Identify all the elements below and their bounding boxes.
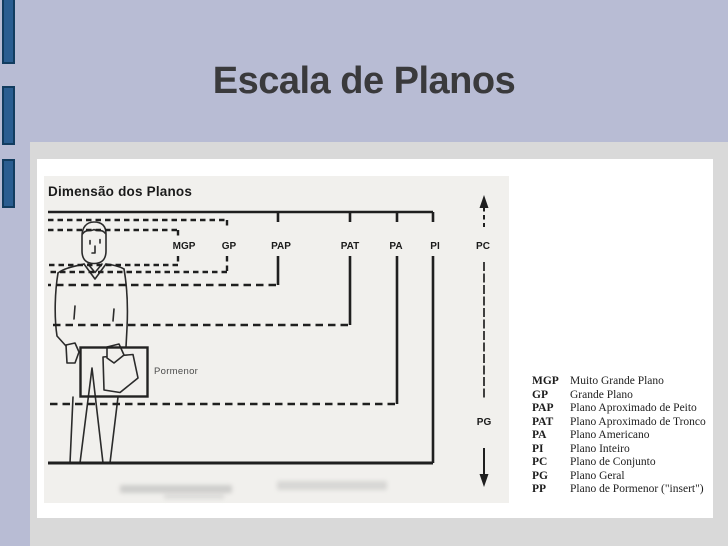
legend-name: Plano Inteiro [570, 442, 630, 455]
shot-scale-diagram-drawing [44, 176, 509, 503]
accent-bar-1 [2, 0, 15, 64]
legend-name: Muito Grande Plano [570, 375, 664, 387]
pat-lines [48, 256, 350, 325]
scan-ghost-text [164, 494, 224, 499]
diagram-title: Dimensão dos Planos [48, 184, 193, 199]
legend-row-pp [532, 483, 714, 497]
legend-abbr: PA [532, 429, 547, 441]
legend-name: Grande Plano [570, 388, 633, 401]
legend-row-pap [532, 402, 714, 416]
legend-row-pi [532, 443, 714, 457]
legend-name: Plano de Pormenor ("insert") [570, 483, 704, 495]
person-hair [83, 230, 106, 235]
legend-abbr: PP [532, 483, 547, 495]
pa-lines [48, 256, 397, 404]
person-head [82, 222, 106, 264]
legend-name: Plano Americano [570, 429, 650, 441]
slide-title: Escala de Planos [212, 60, 516, 102]
person-sleeve-marks [74, 306, 114, 321]
shot-scale-legend [532, 375, 714, 497]
pap-lines [48, 256, 278, 285]
shot-scale-scanned-figure [44, 176, 509, 503]
pormenor-label: Pormenor [154, 366, 199, 377]
legend-abbr: PG [532, 469, 548, 482]
legend-name: Plano Geral [570, 469, 625, 482]
legend-abbr: GP [532, 388, 548, 401]
scale-label-pat: PAT [340, 241, 360, 252]
scale-label-mgp: MGP [172, 241, 196, 252]
scan-ghost-text [277, 481, 387, 490]
legend-row-pat [532, 416, 714, 430]
scale-label-gp: GP [221, 241, 237, 252]
legend-row-pg [532, 470, 714, 484]
legend-abbr: PI [532, 442, 544, 455]
scale-label-pap: PAP [271, 241, 291, 252]
legend-abbr: PAT [532, 415, 554, 428]
arrow-down-icon [480, 448, 489, 487]
legend-row-mgp [532, 375, 714, 389]
legend-row-pa [532, 429, 714, 443]
person-torso [55, 269, 127, 347]
legend-name: Plano Aproximado de Peito [570, 402, 697, 414]
mgp-bracket [48, 230, 178, 265]
legend-abbr: PAP [532, 402, 554, 414]
legend-row-pc [532, 456, 714, 470]
person-figure [55, 222, 138, 463]
held-paper [103, 355, 138, 393]
person-eyes [90, 240, 100, 245]
legend-abbr: MGP [532, 375, 559, 387]
legend-abbr: PC [532, 456, 548, 468]
legend-name: Plano Aproximado de Tronco [570, 415, 706, 428]
arrow-up-icon [480, 195, 489, 227]
legend-row-gp [532, 389, 714, 403]
legend-name: Plano de Conjunto [570, 456, 656, 468]
scan-ghost-text [120, 485, 232, 493]
scale-label-pa: PA [389, 241, 403, 252]
accent-bar-3 [2, 159, 15, 208]
person-left-hand [66, 343, 79, 363]
scale-label-pg: PG [476, 417, 492, 428]
scale-label-pc: PC [476, 241, 490, 252]
person-nose [92, 246, 95, 253]
scale-label-pi: PI [430, 241, 440, 252]
